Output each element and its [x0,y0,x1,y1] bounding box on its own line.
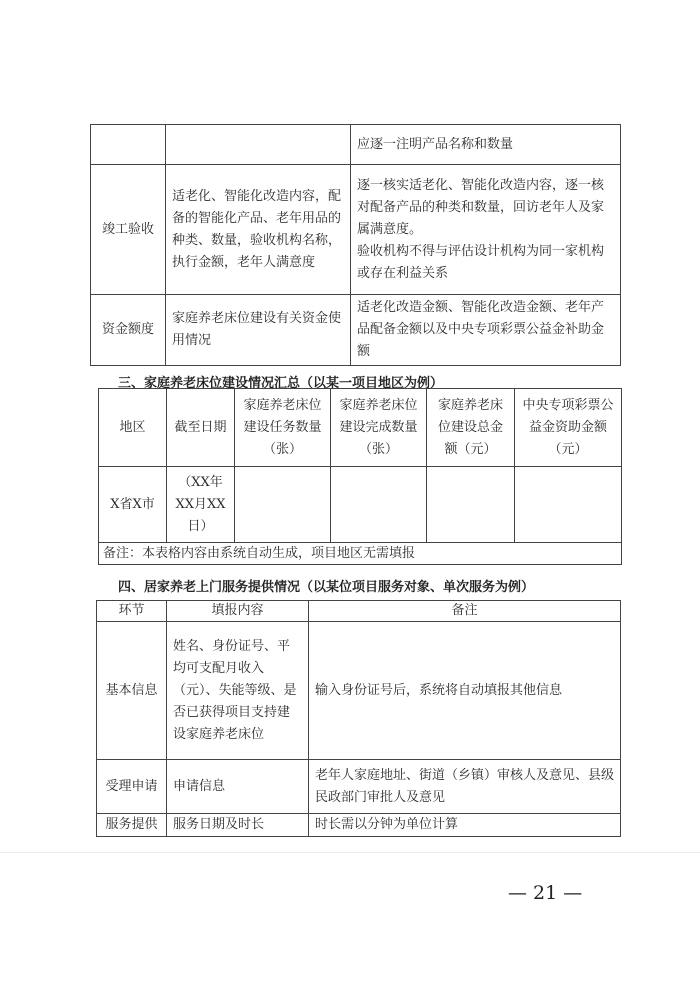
column-header: 家庭养老床位建设总金额（元） [427,389,515,467]
column-header: 家庭养老床位建设任务数量（张） [235,389,331,467]
fill-content: 服务日期及时长 [167,814,309,837]
fill-content: 申请信息 [167,760,309,814]
column-header: 截至日期 [167,389,235,467]
remark: 老年人家庭地址、街道（乡镇）审核人及意见、县级民政部门审批人及意见 [309,760,621,814]
table-cell [515,467,622,543]
section-heading: 三、家庭养老床位建设情况汇总（以某一项目地区为例） [118,376,444,391]
service-table [96,600,621,837]
section-heading: 四、居家养老上门服务提供情况（以某位项目服务对象、单次服务为例） [118,580,535,595]
project-process-table [90,124,621,366]
remark: 适老化改造金额、智能化改造金额、老年产品配备金额以及中央专项彩票公益金补助金额 [351,295,621,366]
table-cell [331,467,427,543]
date-cell: （XX年XX月XX日） [167,467,235,543]
column-header: 备注 [309,601,621,622]
summary-table [98,388,622,565]
stage-label: 竣工验收 [91,165,166,295]
table-row [97,814,621,837]
table-row [99,467,622,543]
region-cell: X省X市 [99,467,167,543]
column-header: 中央专项彩票公益金资助金额（元） [515,389,622,467]
table-cell [235,467,331,543]
fill-content: 适老化、智能化改造内容，配备的智能化产品、老年用品的种类、数量，验收机构名称，执行金额，老年人满意度 [166,165,351,295]
table-row [97,622,621,760]
column-header: 填报内容 [167,601,309,622]
remark: 时长需以分钟为单位计算 [309,814,621,837]
table-row [91,165,621,295]
table-cell [427,467,515,543]
stage-label: 服务提供 [97,814,167,837]
fill-content: 家庭养老床位建设有关资金使用情况 [166,295,351,366]
remark-line: 验收机构不得与评估设计机构为同一家机构或存在利益关系 [357,243,605,281]
table-cell: 应逐一注明产品名称和数量 [351,125,621,165]
page-number: — 21 — [508,882,583,904]
column-header: 家庭养老床位建设完成数量（张） [331,389,427,467]
table-cell [91,125,166,165]
stage-label: 资金额度 [91,295,166,366]
remark: 输入身份证号后，系统将自动填报其他信息 [309,622,621,760]
table-row [97,760,621,814]
table-row [91,295,621,366]
stage-label: 受理申请 [97,760,167,814]
table-row [91,125,621,165]
remark [351,165,621,295]
table-header-row [97,601,621,622]
table-header-row [99,389,622,467]
table-note: 备注：本表格内容由系统自动生成，项目地区无需填报 [99,543,622,565]
column-header: 环节 [97,601,167,622]
table-cell [166,125,351,165]
fill-content: 姓名、身份证号、平均可支配月收入（元）、失能等级、是否已获得项目支持建设家庭养老床位 [167,622,309,760]
column-header: 地区 [99,389,167,467]
page-divider [0,852,700,853]
table-note-row [99,543,622,565]
stage-label: 基本信息 [97,622,167,760]
remark-line: 逐一核实适老化、智能化改造内容，逐一核对配备产品的种类和数量，回访老年人及家属满意度。 [357,177,605,237]
